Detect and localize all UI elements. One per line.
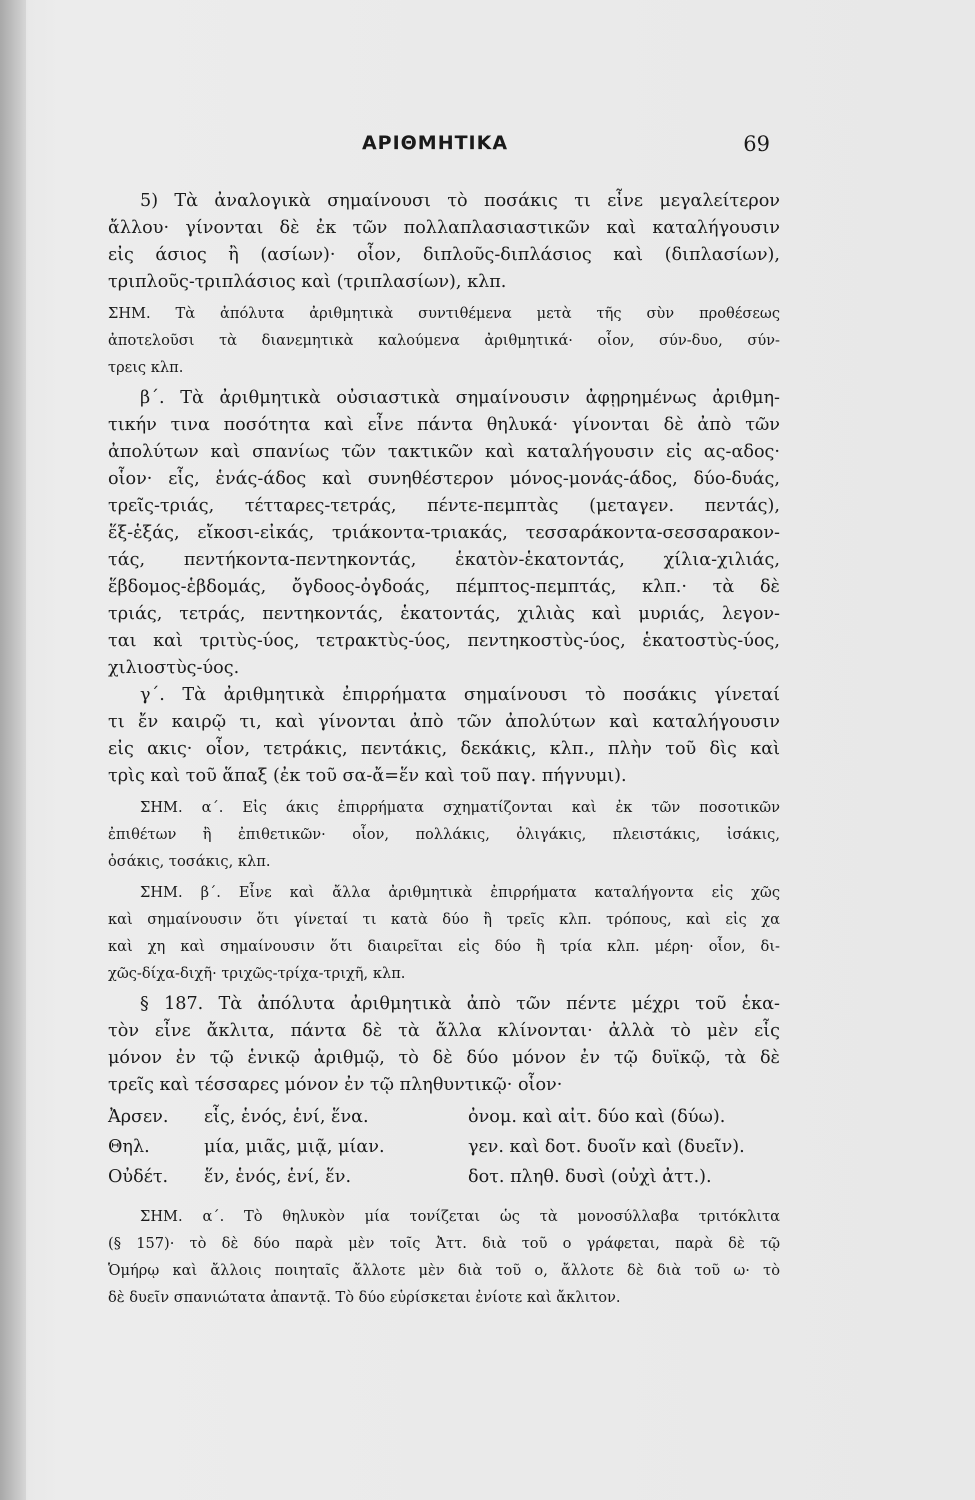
- text-line: ΣΗΜ. β΄. Εἶνε καὶ ἄλλα ἀριθμητικὰ ἐπιρρήματα καταλήγοντα εἰς χῶς: [140, 884, 780, 901]
- note-diaremitika: [108, 300, 780, 381]
- text-line: τριάς, τετράς, πεντηκοντάς, ἑκατοντάς, χιλιὰς καὶ μυριάς, λεγον-: [108, 604, 780, 624]
- text-line: § 187. Τὰ ἀπόλυτα ἀριθμητικὰ ἀπὸ τῶν πέντε μέχρι τοῦ ἑκα-: [140, 994, 780, 1014]
- declension-row-neuter: [108, 1167, 780, 1195]
- text-line: τρεῖς καὶ τέσσαρες μόνον ἐν τῷ πληθυντικῷ· οἷον·: [108, 1075, 563, 1095]
- page-number: 69: [743, 132, 770, 156]
- text-line: (§ 157)· τὸ δὲ δύο παρὰ μὲν τοῖς Ἀττ. διὰ τοῦ ο γράφεται, παρὰ δὲ τῷ: [108, 1235, 780, 1252]
- note-b: [108, 879, 780, 987]
- text-line: ΣΗΜ. α΄. Εἰς άκις ἐπιρρήματα σχηματίζονται καὶ ἐκ τῶν ποσοτικῶν: [140, 799, 780, 816]
- text-line: τρεις κλπ.: [108, 359, 184, 376]
- text-line: ΣΗΜ. Τὰ ἀπόλυτα ἀριθμητικὰ συντιθέμενα μετὰ τῆς σὺν προθέσεως: [108, 305, 780, 322]
- text-line: ΣΗΜ. α΄. Τὸ θηλυκὸν μία τονίζεται ὡς τὰ μονοσύλλαβα τριτόκλιτα: [140, 1208, 780, 1225]
- text-line: εἰς ακις· οἷον, τετράκις, πεντάκις, δεκάκις, κλπ., πλὴν τοῦ δὶς καὶ: [108, 739, 780, 759]
- text-line: τὸν εἶνε ἄκλιτα, πάντα δὲ τὰ ἄλλα κλίνονται· ἀλλὰ τὸ μὲν εἷς: [108, 1021, 780, 1041]
- text-line: τικήν τινα ποσότητα καὶ εἶνε πάντα θηλυκά· γίνονται δὲ ἀπὸ τῶν: [108, 415, 780, 435]
- text-line: τρὶς καὶ τοῦ ἅπαξ (ἐκ τοῦ σα-ἄ=ἕν καὶ τοῦ παγ. πήγνυμι).: [108, 766, 627, 786]
- text-line: καὶ σημαίνουσιν ὅτι γίνεταί τι κατὰ δύο ἢ τρεῖς κλπ. τρόπους, καὶ εἰς χα: [108, 911, 780, 928]
- page-header: [100, 132, 770, 162]
- declension-table: [108, 1103, 780, 1199]
- text-line: ἄλλου· γίνονται δὲ ἐκ τῶν πολλαπλασιαστικῶν καὶ καταλήγουσιν: [108, 218, 780, 238]
- text-line: τρεῖς-τριάς, τέτταρες-τετράς, πέντε-πεμπτὰς (μεταγεν. πεντάς),: [108, 496, 780, 516]
- running-title: ΑΡΙΘΜΗΤΙΚΑ: [361, 132, 509, 154]
- text-line: τριπλοῦς-τριπλάσιος καὶ (τριπλασίων), κλπ.: [108, 272, 507, 292]
- gender-label: Θηλ.: [108, 1137, 150, 1157]
- text-line: τάς, πεντήκοντα-πεντηκοντάς, ἑκατὸν-ἑκατοντάς, χίλια-χιλιάς,: [108, 550, 780, 570]
- case-forms: ἕν, ἑνός, ἑνί, ἕν.: [204, 1167, 352, 1187]
- text-line: δὲ δυεῖν σπανιώτατα ἀπαντᾷ. Τὸ δύο εὑρίσκεται ἐνίοτε καὶ ἄκλιτον.: [108, 1289, 621, 1306]
- text-line: ἀποτελοῦσι τὰ διανεμητικὰ καλούμενα ἀριθμητικά· οἷον, σύν-δυο, σύν-: [108, 332, 780, 349]
- page-body: [108, 188, 780, 1311]
- text-line: χιλιοστὺς-ύος.: [108, 658, 240, 678]
- book-spine-shadow: [0, 0, 26, 1500]
- note-mia: [108, 1203, 780, 1311]
- text-line: ἕβδομος-ἑβδομάς, ὄγδοος-ὀγδοάς, πέμπτος-πεμπτάς, κλπ.· τὰ δὲ: [108, 577, 780, 597]
- text-line: χῶς-δίχα-διχῆ· τριχῶς-τρίχα-τριχῆ, κλπ.: [108, 965, 406, 982]
- text-line: ται καὶ τριτὺς-ύος, τετρακτὺς-ύος, πεντηκοστὺς-ύος, ἑκατοστὺς-ύος,: [108, 631, 780, 651]
- text-line: ἐπιθέτων ἢ ἐπιθετικῶν· οἷον, πολλάκις, ὀλιγάκις, πλειστάκις, ἰσάκις,: [108, 826, 780, 843]
- gender-label: Ἀρσεν.: [108, 1107, 169, 1127]
- note-a: [108, 794, 780, 875]
- text-line: 5) Τὰ ἀναλογικὰ σημαίνουσι τὸ ποσάκις τι εἶνε μεγαλείτερον: [140, 191, 780, 211]
- text-line: ἀπολύτων καὶ σπανίως τῶν τακτικῶν καὶ καταλήγουσιν εἰς ας-αδος·: [108, 442, 780, 462]
- text-line: Ὁμήρῳ καὶ ἄλλοις ποιηταῖς ἄλλοτε μὲν διὰ τοῦ ο, ἄλλοτε δὲ διὰ τοῦ ω· τὸ: [108, 1262, 780, 1279]
- case-forms: μία, μιᾶς, μιᾷ, μίαν.: [204, 1137, 385, 1157]
- paragraph-ousiastika: [108, 385, 780, 682]
- section-187: [108, 991, 780, 1099]
- declension-row-feminine: [108, 1137, 780, 1165]
- text-line: μόνον ἐν τῷ ἑνικῷ ἀριθμῷ, τὸ δὲ δύο μόνον ἐν τῷ δυϊκῷ, τὰ δὲ: [108, 1048, 780, 1068]
- dyo-forms: γεν. καὶ δοτ. δυοῖν καὶ (δυεῖν).: [468, 1137, 745, 1157]
- text-line: ἕξ-ἑξάς, εἴκοσι-εἰκάς, τριάκοντα-τριακάς, τεσσαράκοντα-σεσσαρακον-: [108, 523, 780, 543]
- paragraph-epirrimata: [108, 682, 780, 790]
- dyo-forms: δοτ. πληθ. δυσὶ (οὐχὶ ἀττ.).: [468, 1167, 712, 1187]
- text-line: οἷον· εἷς, ἑνάς-άδος καὶ συνηθέστερον μόνος-μονάς-άδος, δύο-δυάς,: [108, 469, 780, 489]
- declension-row-masculine: [108, 1107, 780, 1135]
- case-forms: εἷς, ἑνός, ἑνί, ἕνα.: [204, 1107, 369, 1127]
- gender-label: Οὐδέτ.: [108, 1167, 169, 1187]
- text-line: γ΄. Τὰ ἀριθμητικὰ ἐπιρρήματα σημαίνουσι τὸ ποσάκις γίνεταί: [140, 685, 780, 705]
- paragraph-analogika: [108, 188, 780, 296]
- dyo-forms: ὀνομ. καὶ αἰτ. δύο καὶ (δύω).: [468, 1107, 726, 1127]
- text-line: καὶ χη καὶ σημαίνουσιν ὅτι διαιρεῖται εἰς δύο ἢ τρία κλπ. μέρη· οἷον, δι-: [108, 938, 780, 955]
- text-line: τι ἔν καιρῷ τι, καὶ γίνονται ἀπὸ τῶν ἀπολύτων καὶ καταλήγουσιν: [108, 712, 780, 732]
- text-line: β΄. Τὰ ἀριθμητικὰ οὐσιαστικὰ σημαίνουσιν ἀφῃρημένως ἀριθμη-: [140, 388, 780, 408]
- text-line: ὁσάκις, τοσάκις, κλπ.: [108, 853, 271, 870]
- text-line: εἰς άσιος ἢ (ασίων)· οἷον, διπλοῦς-διπλάσιος καὶ (διπλασίων),: [108, 245, 780, 265]
